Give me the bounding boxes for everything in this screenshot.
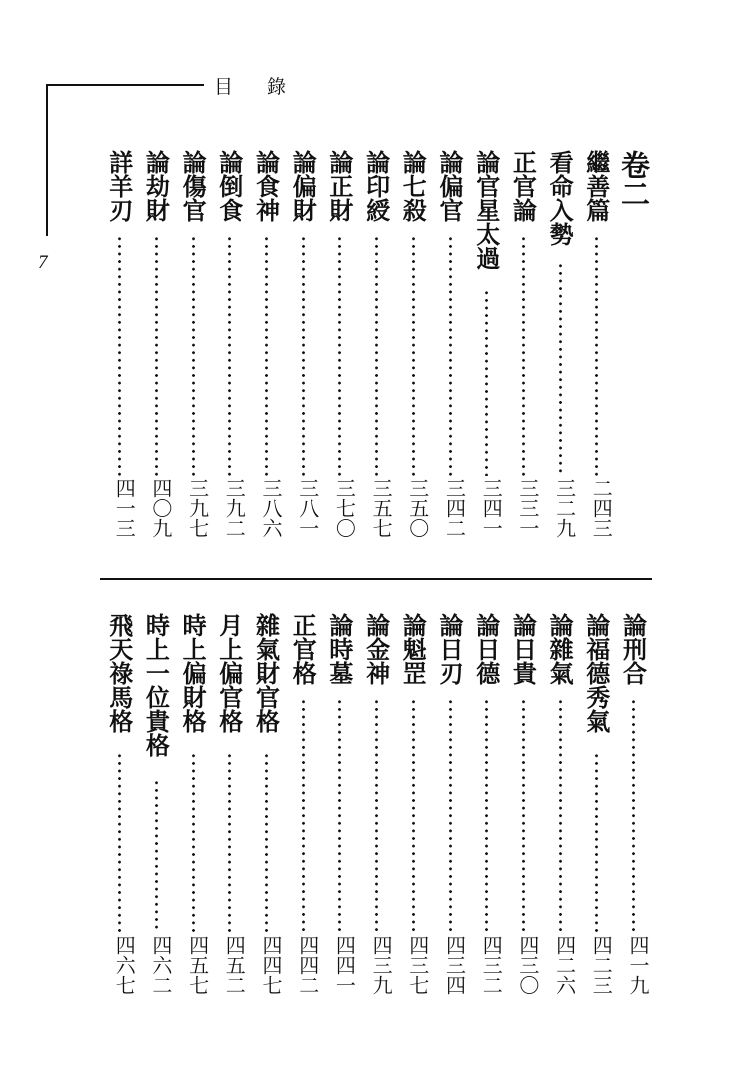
entry-title: 論魁罡: [398, 613, 428, 685]
entry-title: 論日貴: [508, 613, 538, 685]
entry-title: 月上偏官格: [214, 613, 244, 733]
dot-leader: [595, 752, 598, 933]
entry-title: 論劫財: [141, 150, 171, 222]
entry-page-number: 三九二: [222, 478, 247, 538]
entry-title: 時上偏財格: [178, 613, 208, 733]
toc-entry: [104, 613, 137, 1000]
entry-title: 論時墓: [324, 613, 354, 685]
margin-rule: [46, 84, 48, 236]
section-divider: [100, 578, 652, 580]
entry-page-number: 四六二: [148, 935, 173, 995]
entry-page-number: 四三九: [369, 935, 394, 995]
entry-page-number: 三四二: [442, 478, 467, 538]
toc-entry: [508, 613, 538, 1000]
toc-entry: [435, 150, 465, 541]
dot-leader: [265, 235, 268, 476]
dot-leader: [265, 752, 268, 933]
page-title: 目 錄: [214, 76, 301, 98]
toc-entry: [178, 613, 208, 1000]
entry-title: 論金神: [361, 613, 391, 685]
entry-title: 卷二: [617, 150, 651, 208]
entry-title: 時上一位貴格: [141, 613, 171, 757]
entry-title: 論偏官: [435, 150, 464, 222]
toc-entry: [471, 613, 504, 1000]
entry-page-number: 四五二: [222, 935, 247, 995]
dot-leader: [155, 235, 158, 476]
toc-entry: [508, 150, 538, 541]
dot-leader: [302, 698, 305, 933]
entry-page-number: 四一九: [626, 935, 650, 995]
dot-leader: [338, 698, 341, 933]
toc-entry: [214, 150, 247, 541]
volume-heading: [617, 150, 651, 541]
toc-entry: [324, 150, 357, 541]
header-rule: [46, 84, 204, 86]
entry-page-number: 四三七: [405, 935, 430, 995]
dot-leader: [632, 698, 635, 933]
entry-title: 論日刃: [435, 613, 464, 685]
toc-entry: [141, 150, 171, 541]
toc-entry: [324, 613, 357, 1000]
entry-page-number: 四三四: [442, 935, 467, 995]
dot-leader: [522, 698, 525, 933]
dot-leader: [559, 698, 562, 933]
dot-leader: [485, 698, 488, 933]
toc-entry: [581, 150, 614, 541]
dot-leader: [449, 235, 452, 476]
dot-leader: [118, 752, 121, 933]
entry-title: 論雜氣: [545, 613, 575, 685]
entry-title: 看命入勢: [545, 150, 575, 246]
dot-leader: [375, 698, 378, 933]
entry-title: 論刑合: [618, 613, 648, 685]
entry-page-number: 三八一: [295, 478, 320, 538]
toc-entry: [104, 150, 137, 541]
entry-title: 繼善篇: [581, 150, 611, 222]
toc-entry: [251, 613, 281, 1000]
toc-entry: [398, 150, 428, 541]
entry-title: 詳羊刃: [104, 150, 134, 222]
dot-leader: [192, 752, 195, 933]
dot-leader: [412, 235, 415, 476]
toc-entry: [251, 150, 281, 541]
toc-entry: [361, 150, 394, 541]
toc-entry: [471, 150, 504, 541]
entry-page-number: 三八六: [259, 478, 283, 538]
entry-title: 論印綬: [361, 150, 391, 222]
page-number: 7: [38, 252, 48, 273]
toc-entry: [288, 150, 318, 541]
entry-page-number: 三五〇: [405, 478, 430, 538]
toc-entry: [545, 150, 575, 541]
dot-leader: [522, 235, 525, 476]
dot-leader: [449, 698, 452, 933]
toc-entry: [141, 613, 171, 1000]
entry-page-number: 四二六: [552, 935, 577, 995]
entry-title: 論福德秀氣: [581, 613, 611, 733]
dot-leader: [485, 289, 488, 476]
dot-leader: [302, 235, 305, 476]
dot-leader: [192, 235, 195, 476]
dot-leader: [228, 752, 231, 933]
toc-entry: [288, 613, 318, 1000]
entry-page-number: 三九七: [185, 478, 210, 538]
toc-entry: [618, 613, 648, 1000]
entry-page-number: 四一三: [112, 478, 137, 538]
entry-title: 論傷官: [178, 150, 208, 222]
entry-title: 雜氣財官格: [251, 613, 281, 733]
dot-leader: [155, 779, 158, 933]
toc-entry: [361, 613, 394, 1000]
entry-page-number: 三七〇: [332, 478, 357, 538]
entry-page-number: 三四一: [479, 478, 504, 538]
entry-page-number: 三三一: [515, 478, 540, 538]
entry-title: 論七殺: [398, 150, 428, 222]
entry-page-number: 四四七: [259, 935, 283, 995]
entry-page-number: 四六七: [112, 935, 137, 995]
entry-title: 論日德: [471, 613, 501, 685]
toc-entry: [214, 613, 247, 1000]
dot-leader: [412, 698, 415, 933]
entry-title: 正官論: [508, 150, 538, 222]
toc-entry: [581, 613, 614, 1000]
entry-title: 正官格: [288, 613, 318, 685]
entry-page-number: 四三二: [479, 935, 504, 995]
entry-page-number: 二四三: [589, 478, 614, 538]
dot-leader: [338, 235, 341, 476]
entry-page-number: 三二九: [552, 478, 577, 538]
entry-page-number: 四四二: [295, 935, 320, 995]
entry-page-number: 四〇九: [148, 478, 173, 538]
dot-leader: [375, 235, 378, 476]
entry-title: 論偏財: [288, 150, 318, 222]
dot-leader: [228, 235, 231, 476]
entry-title: 論食神: [251, 150, 281, 222]
toc-entry: [398, 613, 428, 1000]
entry-page-number: 四三〇: [515, 935, 540, 995]
entry-title: 論官星太過: [471, 150, 501, 270]
entry-title: 論正財: [324, 150, 354, 222]
entry-page-number: 三五七: [369, 478, 394, 538]
entry-page-number: 四五七: [185, 935, 210, 995]
dot-leader: [559, 262, 562, 476]
entry-page-number: 四四一: [332, 935, 357, 995]
dot-leader: [595, 235, 598, 476]
entry-title: 論倒食: [214, 150, 244, 222]
toc-entry: [178, 150, 208, 541]
toc-entry: [545, 613, 575, 1000]
dot-leader: [118, 235, 121, 476]
entry-title: 飛天祿馬格: [104, 613, 134, 733]
toc-entry: [435, 613, 465, 1000]
entry-page-number: 四二三: [589, 935, 614, 995]
